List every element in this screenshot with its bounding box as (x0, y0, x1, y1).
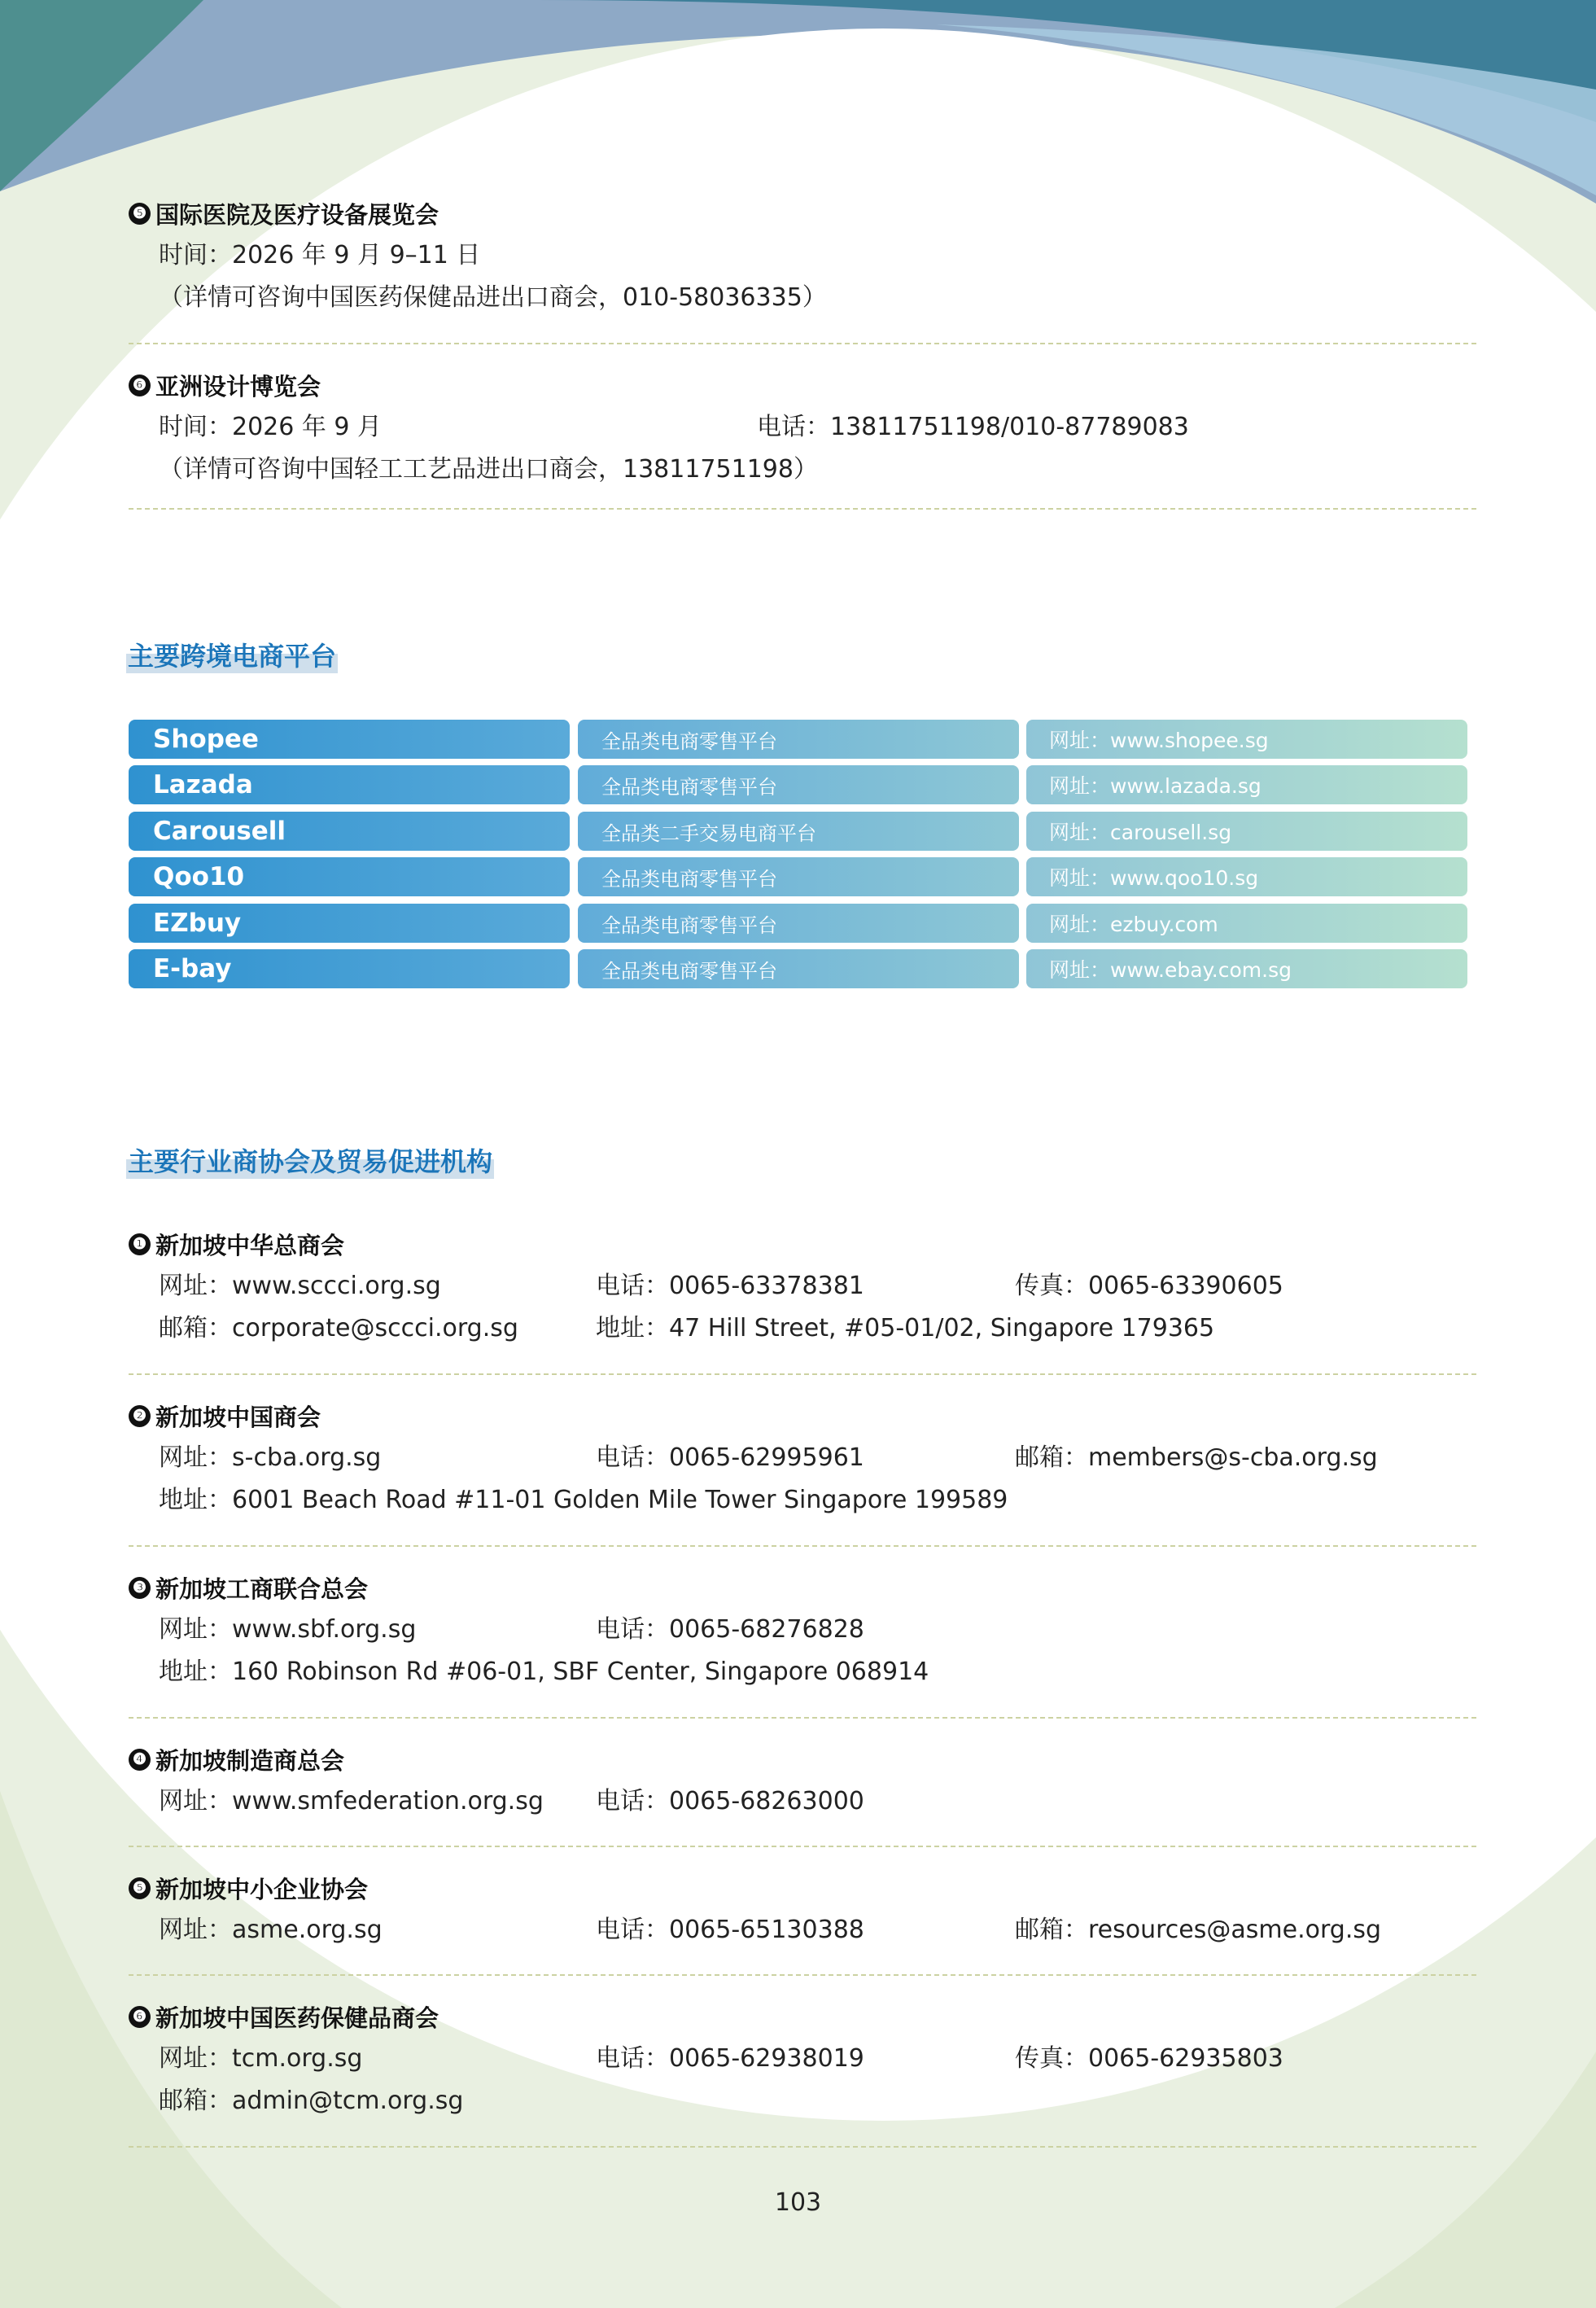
number-badge: ❸ (129, 1577, 151, 1599)
platform-name: Lazada (129, 765, 570, 804)
fair-time: 时间：2026 年 9 月 (159, 413, 383, 441)
platform-type: 全品类电商零售平台 (578, 720, 1019, 759)
association-title (129, 1872, 368, 1904)
platform-website: 网址：www.shopee.sg (1026, 720, 1467, 759)
association-phone: 电话：0065-62938019 (596, 2044, 864, 2073)
divider (129, 1545, 1476, 1547)
divider (129, 508, 1476, 510)
association-website: 网址：tcm.org.sg (159, 2044, 363, 2073)
association-title (129, 1743, 344, 1776)
fair-title (129, 197, 439, 230)
platform-type: 全品类电商零售平台 (578, 765, 1019, 804)
association-name: 新加坡中国商会 (155, 1403, 321, 1431)
number-badge: ❶ (129, 1233, 151, 1255)
association-website: 网址：www.sccci.org.sg (159, 1272, 441, 1300)
association-email: 邮箱：admin@tcm.org.sg (159, 2087, 464, 2115)
association-website: 网址：www.smfederation.org.sg (159, 1787, 544, 1815)
platform-website: 网址：www.ebay.com.sg (1026, 949, 1467, 988)
association-fax: 传真：0065-62935803 (1015, 2044, 1283, 2073)
association-title (129, 1399, 321, 1432)
association-address: 地址：47 Hill Street, #05-01/02, Singapore 179365 (596, 1314, 1215, 1342)
number-badge: ❹ (129, 1749, 151, 1771)
divider (129, 1373, 1476, 1375)
association-phone: 电话：0065-62995961 (596, 1443, 864, 1472)
association-phone: 电话：0065-68276828 (596, 1615, 864, 1644)
association-website: 网址：www.sbf.org.sg (159, 1615, 417, 1644)
divider (129, 343, 1476, 344)
fair-title-text: 亚洲设计博览会 (155, 372, 321, 401)
association-address: 地址：160 Robinson Rd #06-01, SBF Center, Singapore 068914 (159, 1658, 929, 1686)
association-name: 新加坡制造商总会 (155, 1746, 345, 1775)
divider (129, 2146, 1476, 2148)
fair-note: （详情可咨询中国轻工工艺品进出口商会，13811751198） (159, 455, 818, 484)
platform-website: 网址：ezbuy.com (1026, 904, 1467, 943)
platform-name: Qoo10 (129, 857, 570, 896)
association-website: 网址：s-cba.org.sg (159, 1443, 382, 1472)
number-badge: ❷ (129, 1405, 151, 1427)
platform-name: Shopee (129, 720, 570, 759)
platform-type: 全品类电商零售平台 (578, 904, 1019, 943)
associations-section-title: 主要行业商协会及贸易促进机构 (126, 1141, 494, 1179)
association-email: 邮箱：resources@asme.org.sg (1015, 1916, 1382, 1944)
association-name: 新加坡中国医药保健品商会 (155, 2004, 439, 2032)
divider (129, 1717, 1476, 1719)
number-badge: ❻ (129, 374, 151, 396)
divider (129, 1846, 1476, 1847)
divider (129, 1974, 1476, 1976)
association-email: 邮箱：corporate@sccci.org.sg (159, 1314, 518, 1342)
fair-title (129, 369, 321, 401)
number-badge: ❻ (129, 2006, 151, 2028)
association-phone: 电话：0065-63378381 (596, 1272, 864, 1300)
association-title (129, 2000, 439, 2033)
association-website: 网址：asme.org.sg (159, 1916, 383, 1944)
association-email: 邮箱：members@s-cba.org.sg (1015, 1443, 1378, 1472)
platform-website: 网址：www.lazada.sg (1026, 765, 1467, 804)
association-name: 新加坡工商联合总会 (155, 1574, 369, 1603)
fair-time: 时间：2026 年 9 月 9–11 日 (159, 241, 481, 269)
association-name: 新加坡中小企业协会 (155, 1875, 369, 1903)
platform-name: EZbuy (129, 904, 570, 943)
association-title (129, 1228, 344, 1260)
platform-type: 全品类电商零售平台 (578, 857, 1019, 896)
platform-type: 全品类二手交易电商平台 (578, 812, 1019, 851)
association-address: 地址：6001 Beach Road #11-01 Golden Mile Tower Singapore 199589 (159, 1486, 1008, 1514)
page-number: 103 (774, 2188, 822, 2217)
ecommerce-section-title: 主要跨境电商平台 (126, 636, 338, 673)
platform-name: Carousell (129, 812, 570, 851)
association-fax: 传真：0065-63390605 (1015, 1272, 1283, 1300)
fair-title-text: 国际医院及医疗设备展览会 (155, 200, 439, 229)
association-phone: 电话：0065-68263000 (596, 1787, 864, 1815)
number-badge: ❺ (129, 1877, 151, 1899)
platform-website: 网址：carousell.sg (1026, 812, 1467, 851)
platform-type: 全品类电商零售平台 (578, 949, 1019, 988)
association-title (129, 1571, 368, 1604)
platform-website: 网址：www.qoo10.sg (1026, 857, 1467, 896)
association-phone: 电话：0065-65130388 (596, 1916, 864, 1944)
number-badge: ❺ (129, 203, 151, 225)
fair-note: （详情可咨询中国医药保健品进出口商会，010-58036335） (159, 283, 827, 312)
association-name: 新加坡中华总商会 (155, 1231, 345, 1259)
fair-phone: 电话：13811751198/010-87789083 (757, 413, 1189, 441)
platform-name: E-bay (129, 949, 570, 988)
